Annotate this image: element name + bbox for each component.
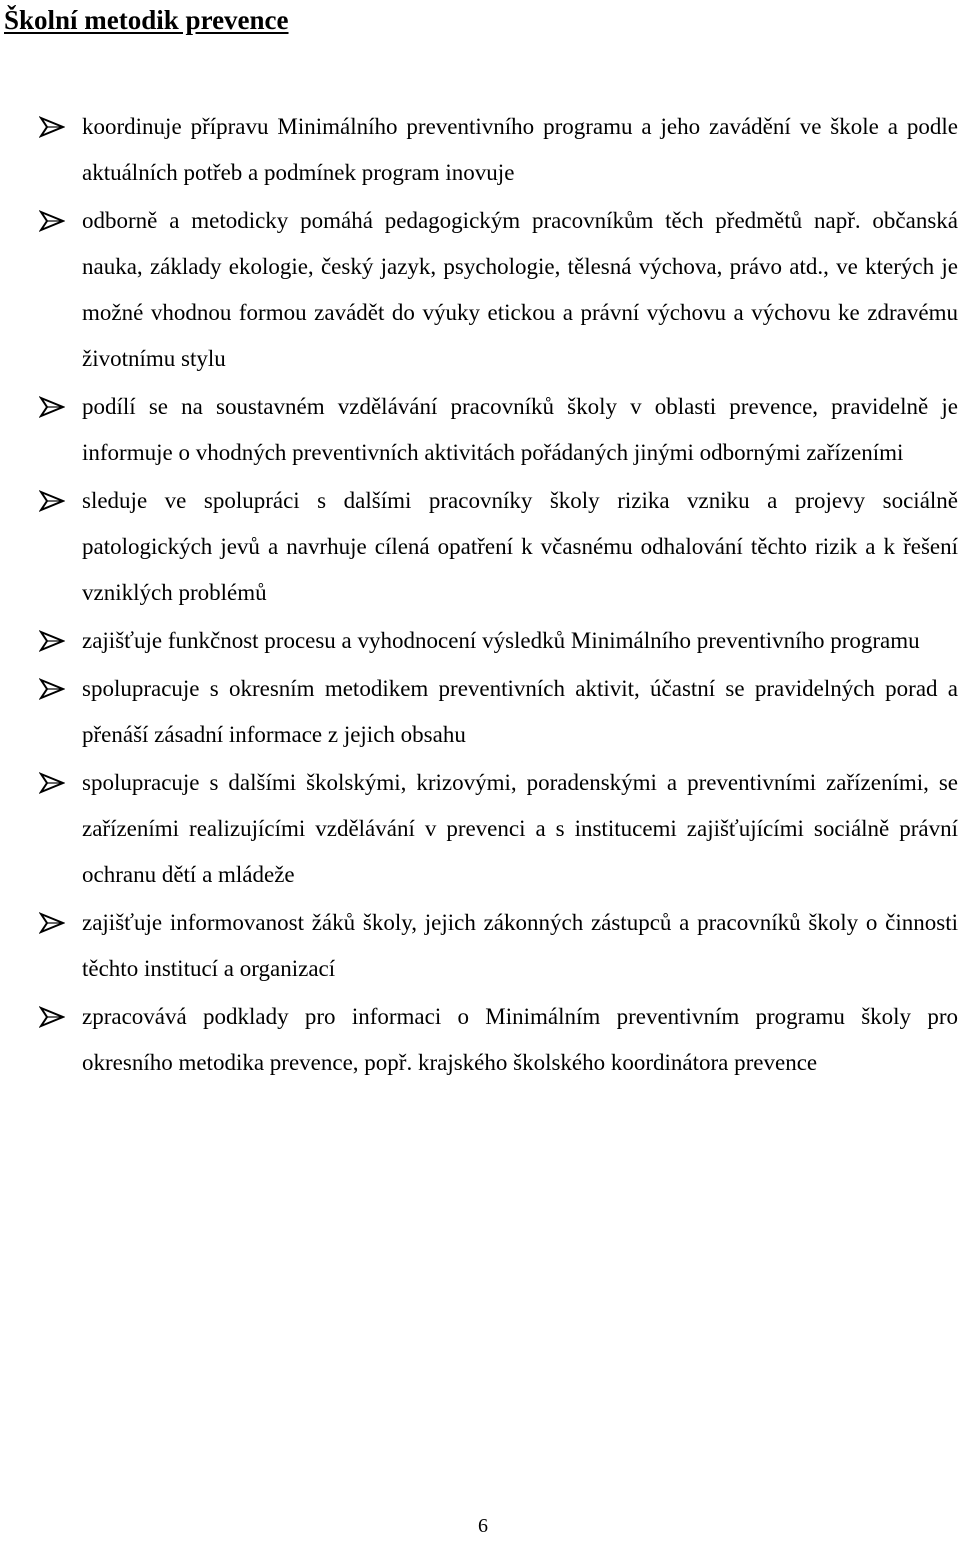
list-item: [0, 104, 960, 196]
list-item-text: spolupracuje s dalšími školskými, krizovými, poradenskými a preventivními zařízeními, se zařízeními realizujícími vzdělávání v prevenci a s institucemi zajišťujícími sociálně právní ochranu dětí a mládeže: [82, 770, 958, 887]
list-item: [0, 618, 960, 664]
list-item-text: sleduje ve spolupráci s dalšími pracovníky školy rizika vzniku a projevy sociálně patologických jevů a navrhuje cílená opatření k včasnému odhalování těchto rizik a k řešení vzniklých problémů: [82, 488, 958, 605]
list-item: [0, 198, 960, 382]
bullet-list: [0, 104, 960, 1088]
arrowhead-bullet-icon: [39, 678, 65, 700]
page-number: 6: [478, 1515, 488, 1537]
arrowhead-bullet-icon: [39, 116, 65, 138]
list-item-text: koordinuje přípravu Minimálního preventivního programu a jeho zavádění ve škole a podle aktuálních potřeb a podmínek program inovuje: [82, 114, 958, 185]
list-item-text: zajišťuje informovanost žáků školy, jejich zákonných zástupců a pracovníků školy o činnosti těchto institucí a organizací: [82, 910, 958, 981]
arrowhead-bullet-icon: [39, 772, 65, 794]
list-item-text: zajišťuje funkčnost procesu a vyhodnocení výsledků Minimálního preventivního programu: [82, 628, 920, 653]
list-item: [0, 994, 960, 1086]
list-item: [0, 666, 960, 758]
arrowhead-bullet-icon: [39, 490, 65, 512]
arrowhead-bullet-icon: [39, 1006, 65, 1028]
arrowhead-bullet-icon: [39, 630, 65, 652]
list-item-text: podílí se na soustavném vzdělávání pracovníků školy v oblasti prevence, pravidelně je informuje o vhodných preventivních aktivitách pořádaných jinými odbornými zařízeními: [82, 394, 958, 465]
list-item: [0, 384, 960, 476]
list-item-text: zpracovává podklady pro informaci o Minimálním preventivním programu školy pro okresního metodika prevence, popř. krajského školského koordinátora prevence: [82, 1004, 958, 1075]
arrowhead-bullet-icon: [39, 912, 65, 934]
arrowhead-bullet-icon: [39, 396, 65, 418]
list-item: [0, 478, 960, 616]
page-title: Školní metodik prevence: [4, 5, 289, 35]
list-item: [0, 760, 960, 898]
list-item: [0, 900, 960, 992]
arrowhead-bullet-icon: [39, 210, 65, 232]
list-item-text: odborně a metodicky pomáhá pedagogickým pracovníkům těch předmětů např. občanská nauka, základy ekologie, český jazyk, psychologie, tělesná výchova, právo atd., ve kterých je možné vhodnou formou zavádět do výuky etickou a právní výchovu a výchovu ke zdravému životnímu stylu: [82, 208, 958, 371]
list-item-text: spolupracuje s okresním metodikem preventivních aktivit, účastní se pravidelných porad a přenáší zásadní informace z jejich obsahu: [82, 676, 958, 747]
